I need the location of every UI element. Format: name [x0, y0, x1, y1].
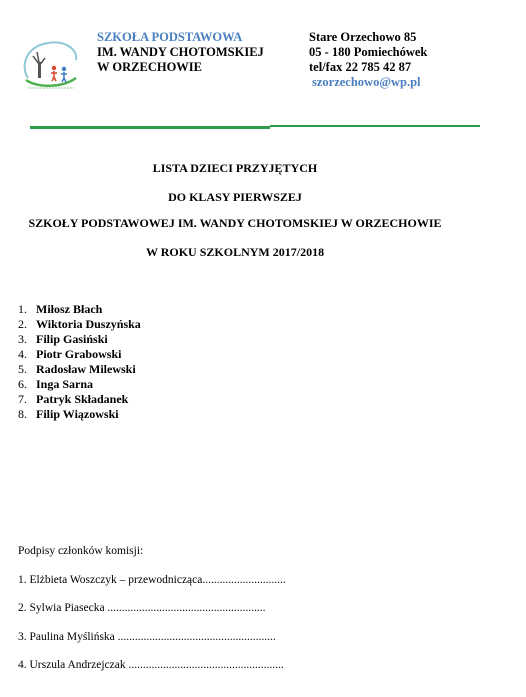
- school-contact: [309, 30, 427, 90]
- signatures-heading: Podpisy członków komisji:: [18, 545, 144, 557]
- list-item: 5. Radosław Milewski: [18, 362, 136, 376]
- student-name: Patryk Składanek: [36, 392, 129, 406]
- school-name-line2: IM. WANDY CHOTOMSKIEJ: [97, 45, 264, 59]
- student-name: Inga Sarna: [36, 377, 94, 391]
- student-name: Wiktoria Duszyńska: [36, 317, 141, 331]
- school-name-line1: SZKOŁA PODSTAWOWA: [97, 30, 243, 44]
- list-item: 4. Piotr Grabowski: [18, 347, 122, 361]
- list-item: 7. Patryk Składanek: [18, 392, 129, 406]
- school-name: [97, 30, 264, 75]
- signature-line: 3. Paulina Myślińska .......................................................: [18, 631, 276, 643]
- doc-title-line2: DO KLASY PIERWSZEJ: [168, 190, 302, 204]
- student-name: Filip Wiązowski: [36, 407, 119, 421]
- header-divider-right: [270, 125, 480, 127]
- list-item: 2. Wiktoria Duszyńska: [18, 317, 141, 331]
- school-logo-icon: [18, 38, 84, 94]
- doc-title-line4: W ROKU SZKOLNYM 2017/2018: [145, 245, 325, 259]
- student-name: Piotr Grabowski: [36, 347, 122, 361]
- list-item: 1. Miłosz Błach: [18, 302, 103, 316]
- phone: tel/fax 22 785 42 87: [309, 60, 412, 74]
- email: szorzechowo@wp.pl: [312, 75, 421, 89]
- doc-title-line1: LISTA DZIECI PRZYJĘTYCH: [152, 161, 318, 175]
- signature-line: 4. Urszula Andrzejczak ......................................................: [18, 659, 284, 671]
- postal-code: 05 - 180 Pomiechówek: [309, 45, 428, 59]
- doc-title-line3: SZKOŁY PODSTAWOWEJ IM. WANDY CHOTOMSKIEJ W ORZECHOWIE: [28, 216, 442, 230]
- student-name: Radosław Milewski: [36, 362, 136, 376]
- address: Stare Orzechowo 85: [309, 30, 417, 44]
- list-item: 8. Filip Wiązowski: [18, 407, 119, 421]
- signature-line: 1. Elżbieta Woszczyk – przewodnicząca.............................: [18, 574, 286, 586]
- student-list: [18, 302, 141, 422]
- header-divider-left: [30, 126, 270, 129]
- student-name: Filip Gasiński: [36, 332, 108, 346]
- school-name-line3: W ORZECHOWIE: [97, 60, 202, 74]
- list-item: 6. Inga Sarna: [18, 377, 94, 391]
- list-item: 3. Filip Gasiński: [18, 332, 108, 346]
- signature-line: 2. Sylwia Piasecka .......................................................: [18, 602, 266, 614]
- student-name: Miłosz Błach: [36, 302, 103, 316]
